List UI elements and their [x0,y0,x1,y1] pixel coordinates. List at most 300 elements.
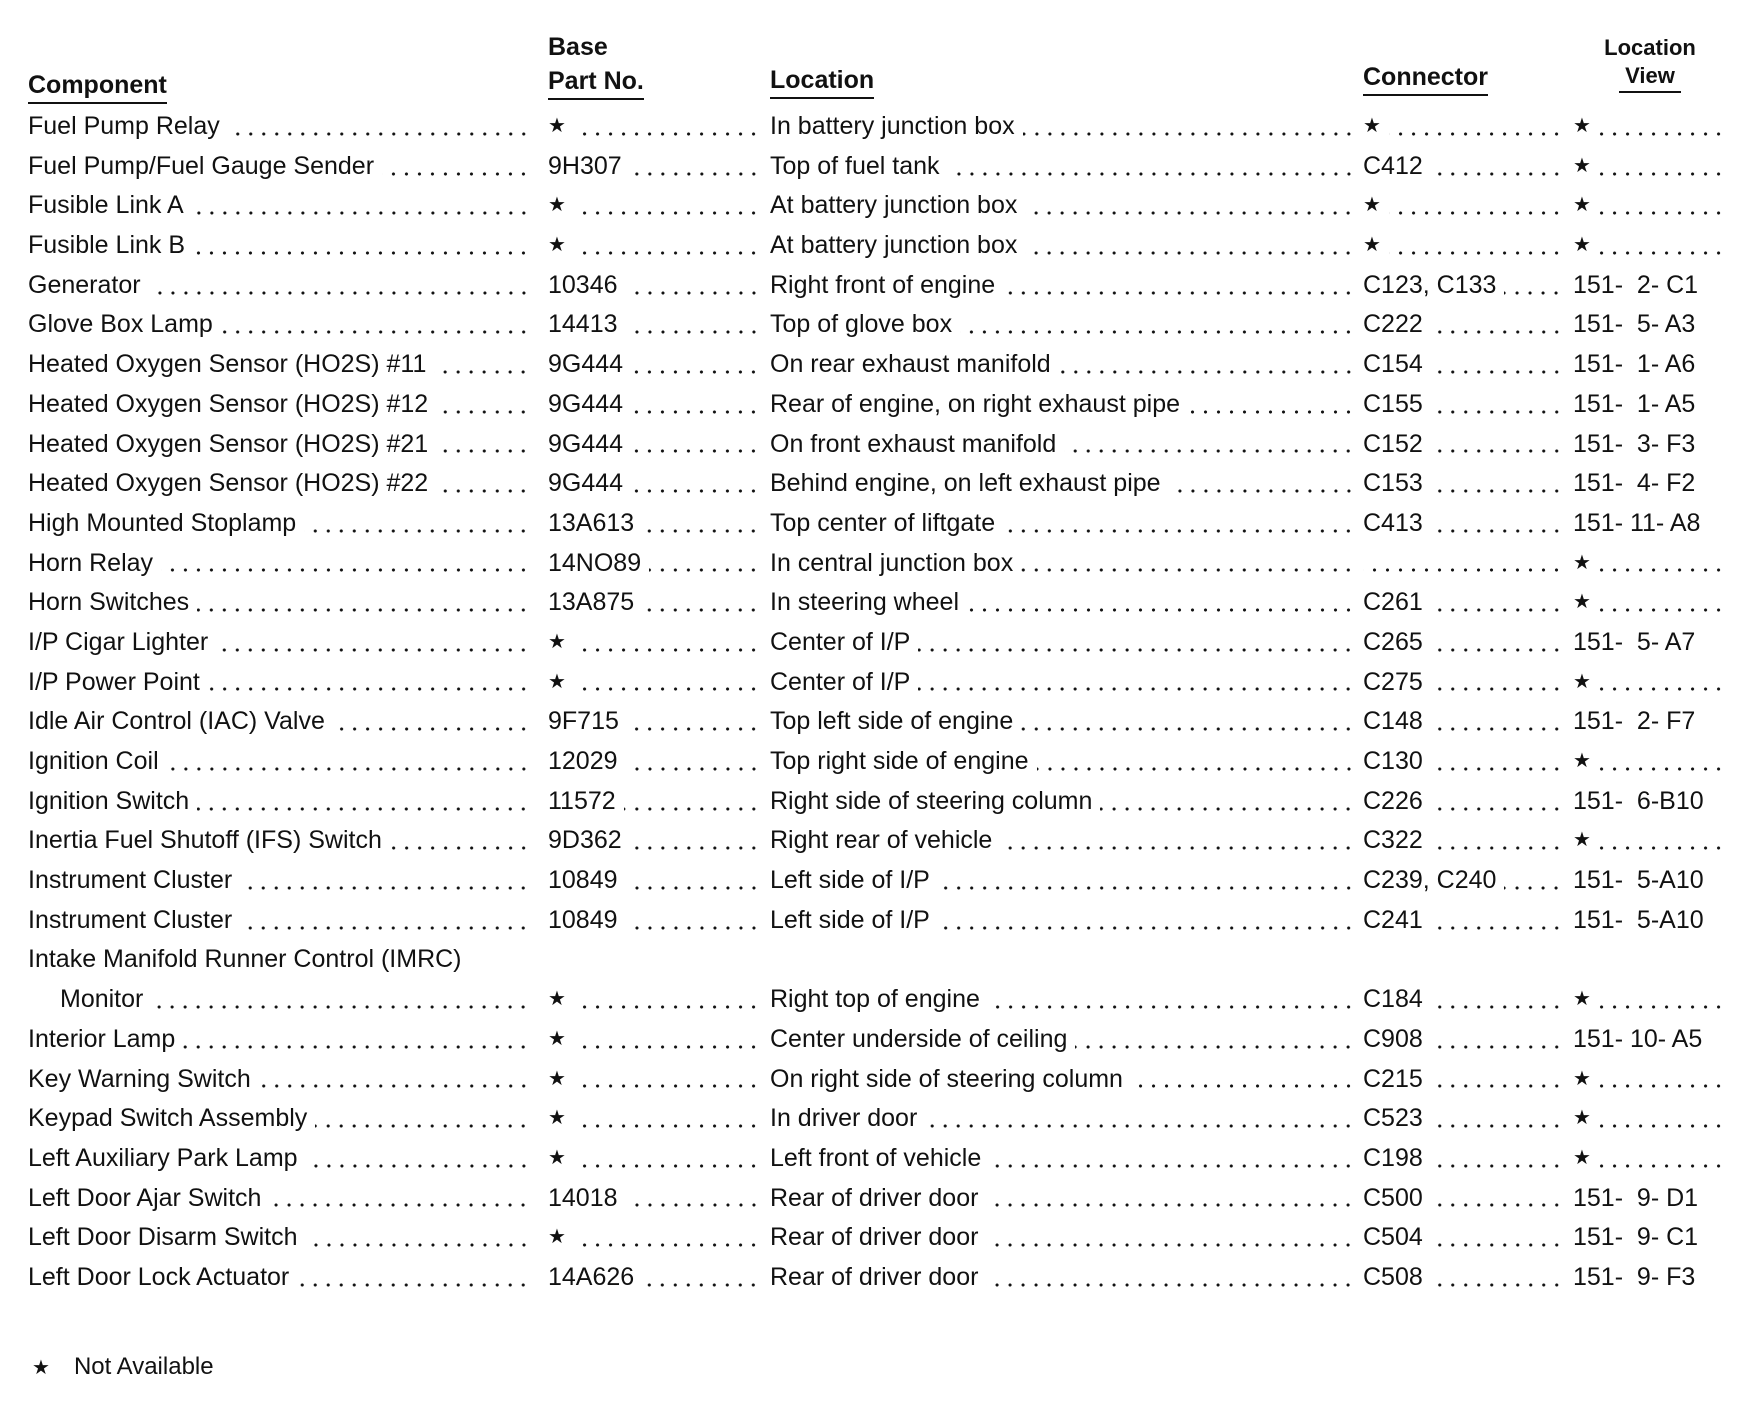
component-cell [28,147,530,187]
location-view-cell [1573,1060,1725,1100]
location-cell-text: Right front of engine [770,270,996,299]
table-row [0,504,1754,544]
location-view-cell-text: 151- 9- C1 [1573,1223,1699,1252]
component-cell-text: Idle Air Control (IAC) Valve [28,707,325,736]
dot-leader [1599,766,1725,772]
location-view-cell-text: 151- 4- F2 [1573,469,1696,498]
dot-leader [1003,528,1355,534]
connector-cell [1363,226,1563,266]
location-view-cell-text: ★ [1573,115,1591,137]
connector-cell-text: C130 [1363,747,1423,775]
dot-leader [1431,1202,1563,1208]
dot-leader [1389,131,1563,137]
header-location: Location [770,65,874,95]
dot-leader [631,488,760,494]
connector-cell [1363,742,1563,782]
location-view-cell-text: 151- 1- A6 [1573,350,1696,379]
dot-leader [1431,845,1563,851]
component-cell [28,1060,530,1100]
location-view-cell-text: ★ [1573,988,1591,1011]
connector-cell-text: C123, C133 [1363,270,1497,299]
location-view-cell [1573,663,1725,703]
location-view-cell-text: ★ [1573,551,1591,574]
component-cell [28,544,530,584]
component-cell [28,425,530,465]
dot-leader [228,131,530,137]
location-cell-text: In central junction box [770,548,1014,577]
part-no-cell [548,663,760,703]
component-cell [28,702,530,742]
connector-cell [1363,305,1563,345]
table-row [0,464,1754,504]
location-view-cell [1573,821,1725,861]
dot-leader [1000,845,1355,851]
connector-cell-text: C275 [1363,667,1423,696]
dot-leader [574,1044,760,1050]
connector-cell [1363,901,1563,941]
part-no-cell [548,147,760,187]
location-cell [770,385,1355,425]
dot-leader [1599,686,1725,692]
location-view-cell-text: ★ [1573,591,1591,614]
dot-leader [1023,131,1355,137]
dot-leader [642,528,760,534]
component-cell [28,305,530,345]
part-no-cell [548,504,760,544]
dot-leader [626,925,760,931]
component-cell-text: Glove Box Lamp [28,310,213,339]
component-cell-text: Ignition Switch [28,786,190,815]
table-row [0,1179,1754,1219]
location-cell-text: In steering wheel [770,588,960,617]
component-cell [28,1179,530,1219]
location-cell-text: Behind engine, on left exhaust pipe [770,469,1161,498]
dot-leader [574,131,760,137]
component-cell-text: Horn Relay [28,548,154,577]
dot-leader [259,1083,530,1089]
dot-leader [1431,329,1563,335]
location-view-cell [1573,544,1725,584]
dot-leader [574,1083,760,1089]
connector-cell [1363,980,1563,1020]
connector-cell [1363,345,1563,385]
location-view-cell [1573,861,1725,901]
location-cell-text: Left side of I/P [770,866,930,895]
component-cell-text: Left Door Disarm Switch [28,1223,298,1252]
connector-cell-text: C226 [1363,786,1423,815]
part-no-cell-text: 12029 [548,747,618,775]
dot-leader [1188,409,1355,415]
dot-leader [642,607,760,613]
component-cell-text: Key Warning Switch [28,1064,251,1093]
dot-leader [193,250,530,256]
part-no-cell-text: ★ [548,1146,566,1169]
dot-leader [1025,250,1355,256]
location-cell-text: Center of I/P [770,667,911,696]
location-view-cell [1573,305,1725,345]
connector-cell-text: C148 [1363,707,1423,736]
part-no-cell-text: 14A626 [548,1262,635,1291]
location-view-cell [1573,1218,1725,1258]
dot-leader [161,567,530,573]
part-no-cell-text: 11572 [548,786,616,815]
connector-cell-text: ★ [1363,234,1381,257]
location-cell-text: Top of glove box [770,310,953,339]
dot-leader [436,448,530,454]
location-cell [770,226,1355,266]
header-location-view: Location View [1595,34,1705,90]
table-row [0,742,1754,782]
connector-cell-text: C152 [1363,429,1423,458]
table-row [0,663,1754,703]
part-no-cell-text: 9F715 [548,707,619,736]
component-cell-text: Interior Lamp [28,1024,176,1053]
location-view-cell-text: 151- 9- D1 [1573,1183,1699,1212]
dot-leader [1599,1004,1725,1010]
connector-cell-text: C222 [1363,310,1423,339]
component-cell-text: I/P Cigar Lighter [28,627,209,656]
dot-leader [574,1242,760,1248]
part-no-cell [548,702,760,742]
component-cell [28,1020,530,1060]
component-cell [28,1218,530,1258]
location-cell [770,742,1355,782]
dot-leader [167,766,530,772]
location-cell-text: On right side of steering column [770,1064,1123,1093]
component-table [0,107,1754,1298]
header-part-no: Part No. [548,67,644,100]
dot-leader [574,250,760,256]
location-cell [770,663,1355,703]
table-row [0,1139,1754,1179]
dot-leader [216,647,530,653]
part-no-cell-text: 9G444 [548,350,624,379]
dot-leader [333,726,530,732]
part-no-cell [548,266,760,306]
part-no-cell [548,1258,760,1298]
component-cell-text: I/P Power Point [28,667,200,696]
component-cell-text: Inertia Fuel Shutoff (IFS) Switch [28,826,382,855]
location-cell-text: At battery junction box [770,191,1018,220]
component-cell-text: Fusible Link A [28,191,184,220]
table-row [0,305,1754,345]
location-cell-text: Rear of driver door [770,1223,979,1252]
location-view-cell-text: ★ [1573,750,1591,772]
table-row [0,901,1754,941]
dot-leader [631,409,760,415]
dot-leader [986,1242,1355,1248]
part-no-cell-text: ★ [548,194,566,217]
part-no-cell-text: ★ [548,1226,566,1249]
part-no-cell-text: 10346 [548,270,618,299]
location-view-cell [1573,583,1725,623]
part-no-cell [548,425,760,465]
component-cell [28,782,530,822]
connector-cell-text: C155 [1363,389,1423,418]
dot-leader [967,607,1355,613]
component-cell-text: Left Door Lock Actuator [28,1262,290,1291]
part-no-cell-text: ★ [548,115,566,137]
dot-leader [1003,290,1355,296]
part-no-cell [548,980,760,1020]
dot-leader [938,885,1355,891]
location-view-cell [1573,980,1725,1020]
dot-leader [960,329,1355,335]
connector-cell-text: C523 [1363,1104,1423,1133]
dot-leader [626,885,760,891]
component-cell [28,464,530,504]
location-cell-text: At battery junction box [770,231,1018,260]
dot-leader [1599,210,1725,216]
dot-leader [304,528,530,534]
dot-leader [1100,806,1355,812]
location-view-cell [1573,623,1725,663]
component-cell-text: Left Door Ajar Switch [28,1183,262,1212]
part-no-cell [548,861,760,901]
component-cell [28,504,530,544]
table-row [0,226,1754,266]
location-view-cell [1573,1020,1725,1060]
table-row [0,623,1754,663]
connector-cell [1363,1139,1563,1179]
location-cell [770,702,1355,742]
location-cell [770,1099,1355,1139]
location-cell [770,1179,1355,1219]
dot-leader [436,488,530,494]
component-cell [28,901,530,941]
component-cell [28,623,530,663]
header-base: Base [548,33,608,61]
dot-leader [948,171,1355,177]
dot-leader [1431,1044,1563,1050]
part-no-cell-text: ★ [548,234,566,257]
table-row [0,1258,1754,1298]
connector-cell [1363,702,1563,742]
location-view-cell-text: 151- 5-A10 [1573,866,1704,895]
connector-cell [1363,782,1563,822]
dot-leader [986,1282,1355,1288]
location-view-cell-text: 151- 2- C1 [1573,270,1699,299]
table-row [0,821,1754,861]
component-cell-text: Keypad Switch Assembly [28,1104,308,1133]
part-no-cell [548,1179,760,1219]
dot-leader [1431,1083,1563,1089]
dot-leader [1431,1282,1563,1288]
component-cell [28,980,530,1020]
dot-leader [1169,488,1355,494]
component-cell [28,742,530,782]
location-view-cell [1573,107,1725,147]
connector-cell [1363,1099,1563,1139]
part-no-cell-text: 14NO89 [548,548,642,577]
location-view-cell-text: 151- 5- A7 [1573,627,1696,656]
component-cell [28,1099,530,1139]
connector-cell [1363,266,1563,306]
dot-leader [297,1282,530,1288]
dot-leader [269,1202,530,1208]
dot-leader [1504,885,1563,891]
location-cell [770,821,1355,861]
location-view-cell-text: ★ [1573,1107,1591,1130]
dot-leader [1431,806,1563,812]
dot-leader [1599,131,1725,137]
location-cell-text: Right top of engine [770,985,980,1014]
component-cell-text: Ignition Coil [28,747,159,775]
table-row [0,940,1754,980]
part-no-cell [548,1060,760,1100]
dot-leader [1025,210,1355,216]
dot-leader [1075,1044,1355,1050]
location-view-cell [1573,345,1725,385]
connector-cell-text: C413 [1363,508,1423,537]
component-cell-text: Heated Oxygen Sensor (HO2S) #11 [28,350,427,379]
table-row [0,147,1754,187]
connector-cell-text: C154 [1363,350,1423,379]
component-cell-text: Left Auxiliary Park Lamp [28,1143,298,1172]
location-cell-text: Top of fuel tank [770,151,940,180]
component-cell [28,861,530,901]
dot-leader [1504,290,1563,296]
table-row [0,266,1754,306]
component-cell-text: Fusible Link B [28,231,186,260]
part-no-cell-text: 9H307 [548,151,622,180]
dot-leader [151,1004,530,1010]
part-no-cell [548,742,760,782]
header-base-part-no [548,32,644,96]
connector-cell [1363,504,1563,544]
dot-leader [918,647,1355,653]
dot-leader [631,369,760,375]
dot-leader [1431,607,1563,613]
dot-leader [390,845,530,851]
part-no-cell [548,583,760,623]
location-cell [770,345,1355,385]
legend-text: Not Available [73,1353,214,1380]
connector-cell [1363,663,1563,703]
table-row [0,345,1754,385]
part-no-cell-text: 14018 [548,1183,618,1212]
legend-footnote [32,1353,214,1381]
dot-leader [624,806,760,812]
table-row [0,1060,1754,1100]
table-row [0,583,1754,623]
dot-leader [436,409,530,415]
location-view-cell-text: 151- 2- F7 [1573,707,1696,736]
location-cell [770,425,1355,465]
dot-leader [1389,210,1563,216]
location-cell-text: Rear of engine, on right exhaust pipe [770,389,1180,418]
connector-cell [1363,1060,1563,1100]
part-no-cell [548,345,760,385]
location-view-cell [1573,385,1725,425]
dot-leader [649,567,760,573]
location-view-cell-text: ★ [1573,829,1591,852]
location-view-cell-text: 151- 6-B10 [1573,786,1704,815]
dot-leader [1037,766,1355,772]
dot-leader [306,1163,530,1169]
connector-cell-text: ★ [1363,115,1381,137]
component-cell-text: Generator [28,270,141,299]
part-no-cell-text: 14413 [548,310,618,339]
table-row [0,107,1754,147]
component-cell [28,266,530,306]
connector-cell-text: C908 [1363,1024,1423,1053]
part-no-cell [548,107,760,147]
location-view-cell [1573,702,1725,742]
dot-leader [1599,1083,1725,1089]
component-cell-text: Heated Oxygen Sensor (HO2S) #22 [28,469,429,498]
connector-cell-text: C215 [1363,1064,1423,1093]
location-view-cell-text: 151- 11- A8 [1573,508,1701,537]
table-row [0,425,1754,465]
component-cell [28,1258,530,1298]
dot-leader [1021,567,1355,573]
part-no-cell-text: 9D362 [548,826,622,855]
location-cell [770,107,1355,147]
dot-leader [626,1202,760,1208]
part-no-cell-text: ★ [548,988,566,1011]
location-view-cell-text: 151- 5-A10 [1573,905,1704,934]
location-view-cell-text: ★ [1573,234,1591,257]
connector-cell-text: C412 [1363,151,1423,180]
location-cell-text: Top left side of engine [770,707,1014,736]
dot-leader [192,210,530,216]
table-row [0,186,1754,226]
part-no-cell [548,186,760,226]
part-no-cell [548,385,760,425]
dot-leader [925,1123,1355,1129]
dot-leader [1431,925,1563,931]
part-no-cell [548,821,760,861]
location-cell-text: Right side of steering column [770,786,1093,815]
dot-leader [986,1202,1355,1208]
location-cell-text: Center of I/P [770,627,911,656]
location-cell-text: Left front of vehicle [770,1143,982,1172]
connector-cell-text: C153 [1363,469,1423,498]
connector-cell [1363,147,1563,187]
dot-leader [1431,448,1563,454]
connector-cell-text: C239, C240 [1363,866,1497,895]
dot-leader [197,607,530,613]
dot-leader [1599,171,1725,177]
location-cell [770,504,1355,544]
location-cell-text: In battery junction box [770,112,1015,140]
location-cell-text: On rear exhaust manifold [770,350,1051,379]
location-view-cell-text: 151- 5- A3 [1573,310,1696,339]
dot-leader [1431,528,1563,534]
location-view-cell-text: ★ [1573,1067,1591,1090]
location-cell [770,305,1355,345]
connector-cell-text: C241 [1363,905,1423,934]
dot-leader [1599,567,1725,573]
dot-leader [221,329,530,335]
dot-leader [382,171,530,177]
connector-cell [1363,1179,1563,1219]
location-cell [770,1218,1355,1258]
part-no-cell-text: 9G444 [548,389,624,418]
component-cell [28,663,530,703]
location-cell [770,901,1355,941]
location-cell-text: Rear of driver door [770,1183,979,1212]
dot-leader [1431,488,1563,494]
location-cell [770,266,1355,306]
connector-cell-text: C508 [1363,1262,1423,1291]
dot-leader [240,885,530,891]
location-cell [770,1020,1355,1060]
component-cell-text: Fuel Pump Relay [28,112,220,140]
location-cell [770,1258,1355,1298]
connector-cell-text: C265 [1363,627,1423,656]
